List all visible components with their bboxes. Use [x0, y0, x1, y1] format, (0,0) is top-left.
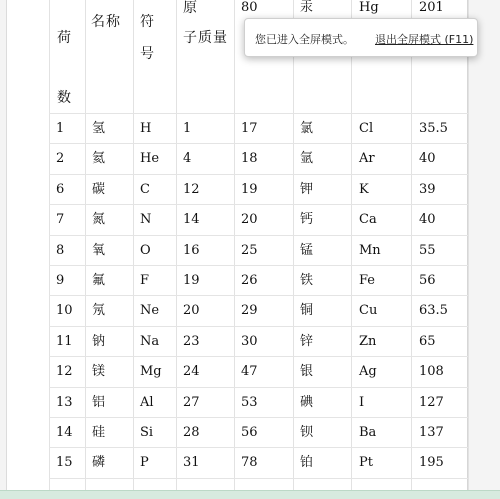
table-cell: 钡: [300, 425, 314, 440]
table-cell: 13: [56, 394, 73, 410]
table-cell: 17: [241, 121, 258, 136]
exit-fullscreen-link[interactable]: 退出全屏模式 (F11): [375, 33, 474, 46]
table-cell: 氟: [92, 273, 106, 288]
table-cell: 4: [183, 151, 192, 167]
table-cell: 硅: [92, 425, 106, 440]
table-cell: 39: [419, 181, 436, 197]
row-divider: [49, 387, 468, 388]
table-cell: 8: [56, 242, 65, 258]
table-cell: 16: [183, 242, 200, 258]
row-divider: [49, 235, 468, 236]
table-cell: 15: [56, 455, 73, 471]
table-cell: H: [140, 121, 152, 136]
table-cell: Cl: [359, 121, 374, 136]
table-cell: 锌: [300, 333, 314, 349]
table-cell: 35.5: [419, 121, 448, 136]
table-cell: 12: [56, 364, 73, 380]
table-cell: 195: [419, 455, 444, 471]
table-cell: Ar: [359, 151, 375, 167]
table-cell: 78: [241, 455, 258, 471]
table-cell: 钠: [92, 333, 106, 349]
column-divider: [49, 0, 50, 499]
header-symbol-2: 号: [140, 46, 155, 62]
table-cell: I: [359, 394, 365, 410]
table-cell: 氦: [92, 151, 106, 167]
header-mass-1: 原: [183, 0, 198, 16]
table-cell: P: [140, 455, 149, 471]
table-cell: 氢: [92, 121, 106, 136]
row-divider: [49, 447, 468, 448]
table-cell: 23: [183, 333, 200, 349]
table-cell: 27: [183, 394, 200, 410]
table-cell: 56: [419, 273, 436, 288]
table-cell: Mg: [140, 364, 162, 380]
table-cell: 24: [183, 364, 200, 380]
column-divider: [468, 0, 469, 499]
table-cell: 6: [56, 181, 65, 197]
table-cell: 31: [183, 455, 200, 471]
table-cell: N: [140, 212, 152, 228]
column-divider: [293, 0, 294, 499]
table-cell: 47: [241, 364, 258, 380]
column-divider: [85, 0, 86, 499]
table-cell: Fe: [359, 273, 376, 288]
table-cell: 镁: [92, 364, 106, 380]
table-cell: 18: [241, 151, 258, 167]
table-cell: 25: [241, 242, 258, 258]
table-cell: 1: [183, 121, 192, 136]
table-cell: 锰: [300, 242, 314, 258]
column-divider: [351, 0, 352, 499]
table-cell: Pt: [359, 455, 373, 471]
row-divider: [49, 174, 468, 175]
table-cell: 14: [183, 212, 200, 228]
fullscreen-message: 您已进入全屏模式。: [255, 33, 354, 46]
partial-symbol: Hg: [359, 0, 379, 15]
table-cell: 40: [419, 151, 436, 167]
table-cell: 20: [241, 212, 258, 228]
row-divider: [49, 265, 468, 266]
column-divider: [133, 0, 134, 499]
row-divider: [49, 478, 468, 479]
partial-name: 汞: [300, 0, 314, 15]
column-divider: [176, 0, 177, 499]
table-cell: 氩: [300, 151, 314, 167]
table-cell: 19: [183, 273, 200, 288]
table-cell: 56: [241, 425, 258, 440]
table-cell: Na: [140, 333, 160, 349]
row-divider: [49, 417, 468, 418]
table-cell: 氮: [92, 212, 106, 228]
table-cell: 铜: [300, 303, 314, 319]
table-cell: 14: [56, 425, 73, 440]
table-cell: F: [140, 273, 150, 288]
table-cell: 钙: [300, 212, 314, 228]
table-cell: 12: [183, 181, 200, 197]
header-name: 名称: [91, 14, 121, 30]
table-cell: 碘: [300, 394, 314, 410]
row-divider: [49, 143, 468, 144]
table-cell: 137: [419, 425, 444, 440]
table-cell: 氯: [300, 121, 314, 136]
table-cell: He: [140, 151, 160, 167]
header-charge-1: 荷: [57, 30, 72, 46]
table-cell: 钾: [300, 181, 314, 197]
table-cell: Zn: [359, 333, 377, 349]
right-scroll-margin[interactable]: [467, 0, 500, 499]
header-symbol-1: 符: [140, 14, 155, 30]
table-cell: 20: [183, 303, 200, 319]
table-cell: 氧: [92, 242, 106, 258]
row-divider: [49, 326, 468, 327]
table-cell: 铝: [92, 394, 106, 410]
table-cell: 63.5: [419, 303, 448, 319]
column-divider: [411, 0, 412, 499]
table-cell: Si: [140, 425, 154, 440]
table-cell: 碳: [92, 181, 106, 197]
table-cell: 40: [419, 212, 436, 228]
row-divider: [49, 356, 468, 357]
table-cell: 19: [241, 181, 258, 197]
header-mass-2: 子质量: [183, 30, 228, 46]
table-cell: 铂: [300, 455, 314, 471]
row-divider: [49, 295, 468, 296]
table-cell: 26: [241, 273, 258, 288]
table-cell: 2: [56, 151, 65, 167]
column-divider: [234, 0, 235, 499]
table-cell: 108: [419, 364, 444, 380]
partial-charge: 80: [241, 0, 258, 15]
table-cell: 29: [241, 303, 258, 319]
table-cell: 9: [56, 273, 65, 288]
table-cell: 28: [183, 425, 200, 440]
table-cell: Ca: [359, 212, 377, 228]
table-cell: 10: [56, 303, 73, 319]
fullscreen-notice: [244, 18, 478, 57]
table-cell: Ag: [359, 364, 377, 380]
table-cell: Mn: [359, 242, 381, 258]
table-cell: O: [140, 242, 151, 258]
table-cell: 65: [419, 333, 436, 349]
table-cell: K: [359, 181, 369, 197]
table-cell: 铁: [300, 273, 314, 288]
table-cell: Cu: [359, 303, 378, 319]
row-divider: [49, 113, 468, 114]
table-cell: 1: [56, 121, 65, 136]
left-margin: [0, 0, 7, 499]
table-cell: 银: [300, 364, 314, 380]
row-divider: [49, 204, 468, 205]
table-cell: 磷: [92, 455, 106, 471]
table-cell: 30: [241, 333, 258, 349]
status-strip: [0, 490, 500, 499]
table-cell: Ne: [140, 303, 160, 319]
header-charge-2: 数: [57, 90, 72, 106]
table-cell: 55: [419, 242, 436, 258]
table-cell: Ba: [359, 425, 377, 440]
partial-mass: 201: [419, 0, 444, 15]
table-cell: 11: [56, 333, 73, 349]
table-cell: 7: [56, 212, 65, 228]
table-cell: 127: [419, 394, 444, 410]
table-cell: 氖: [92, 303, 106, 319]
table-cell: 53: [241, 394, 258, 410]
table-cell: Al: [140, 394, 154, 410]
table-cell: C: [140, 181, 150, 197]
